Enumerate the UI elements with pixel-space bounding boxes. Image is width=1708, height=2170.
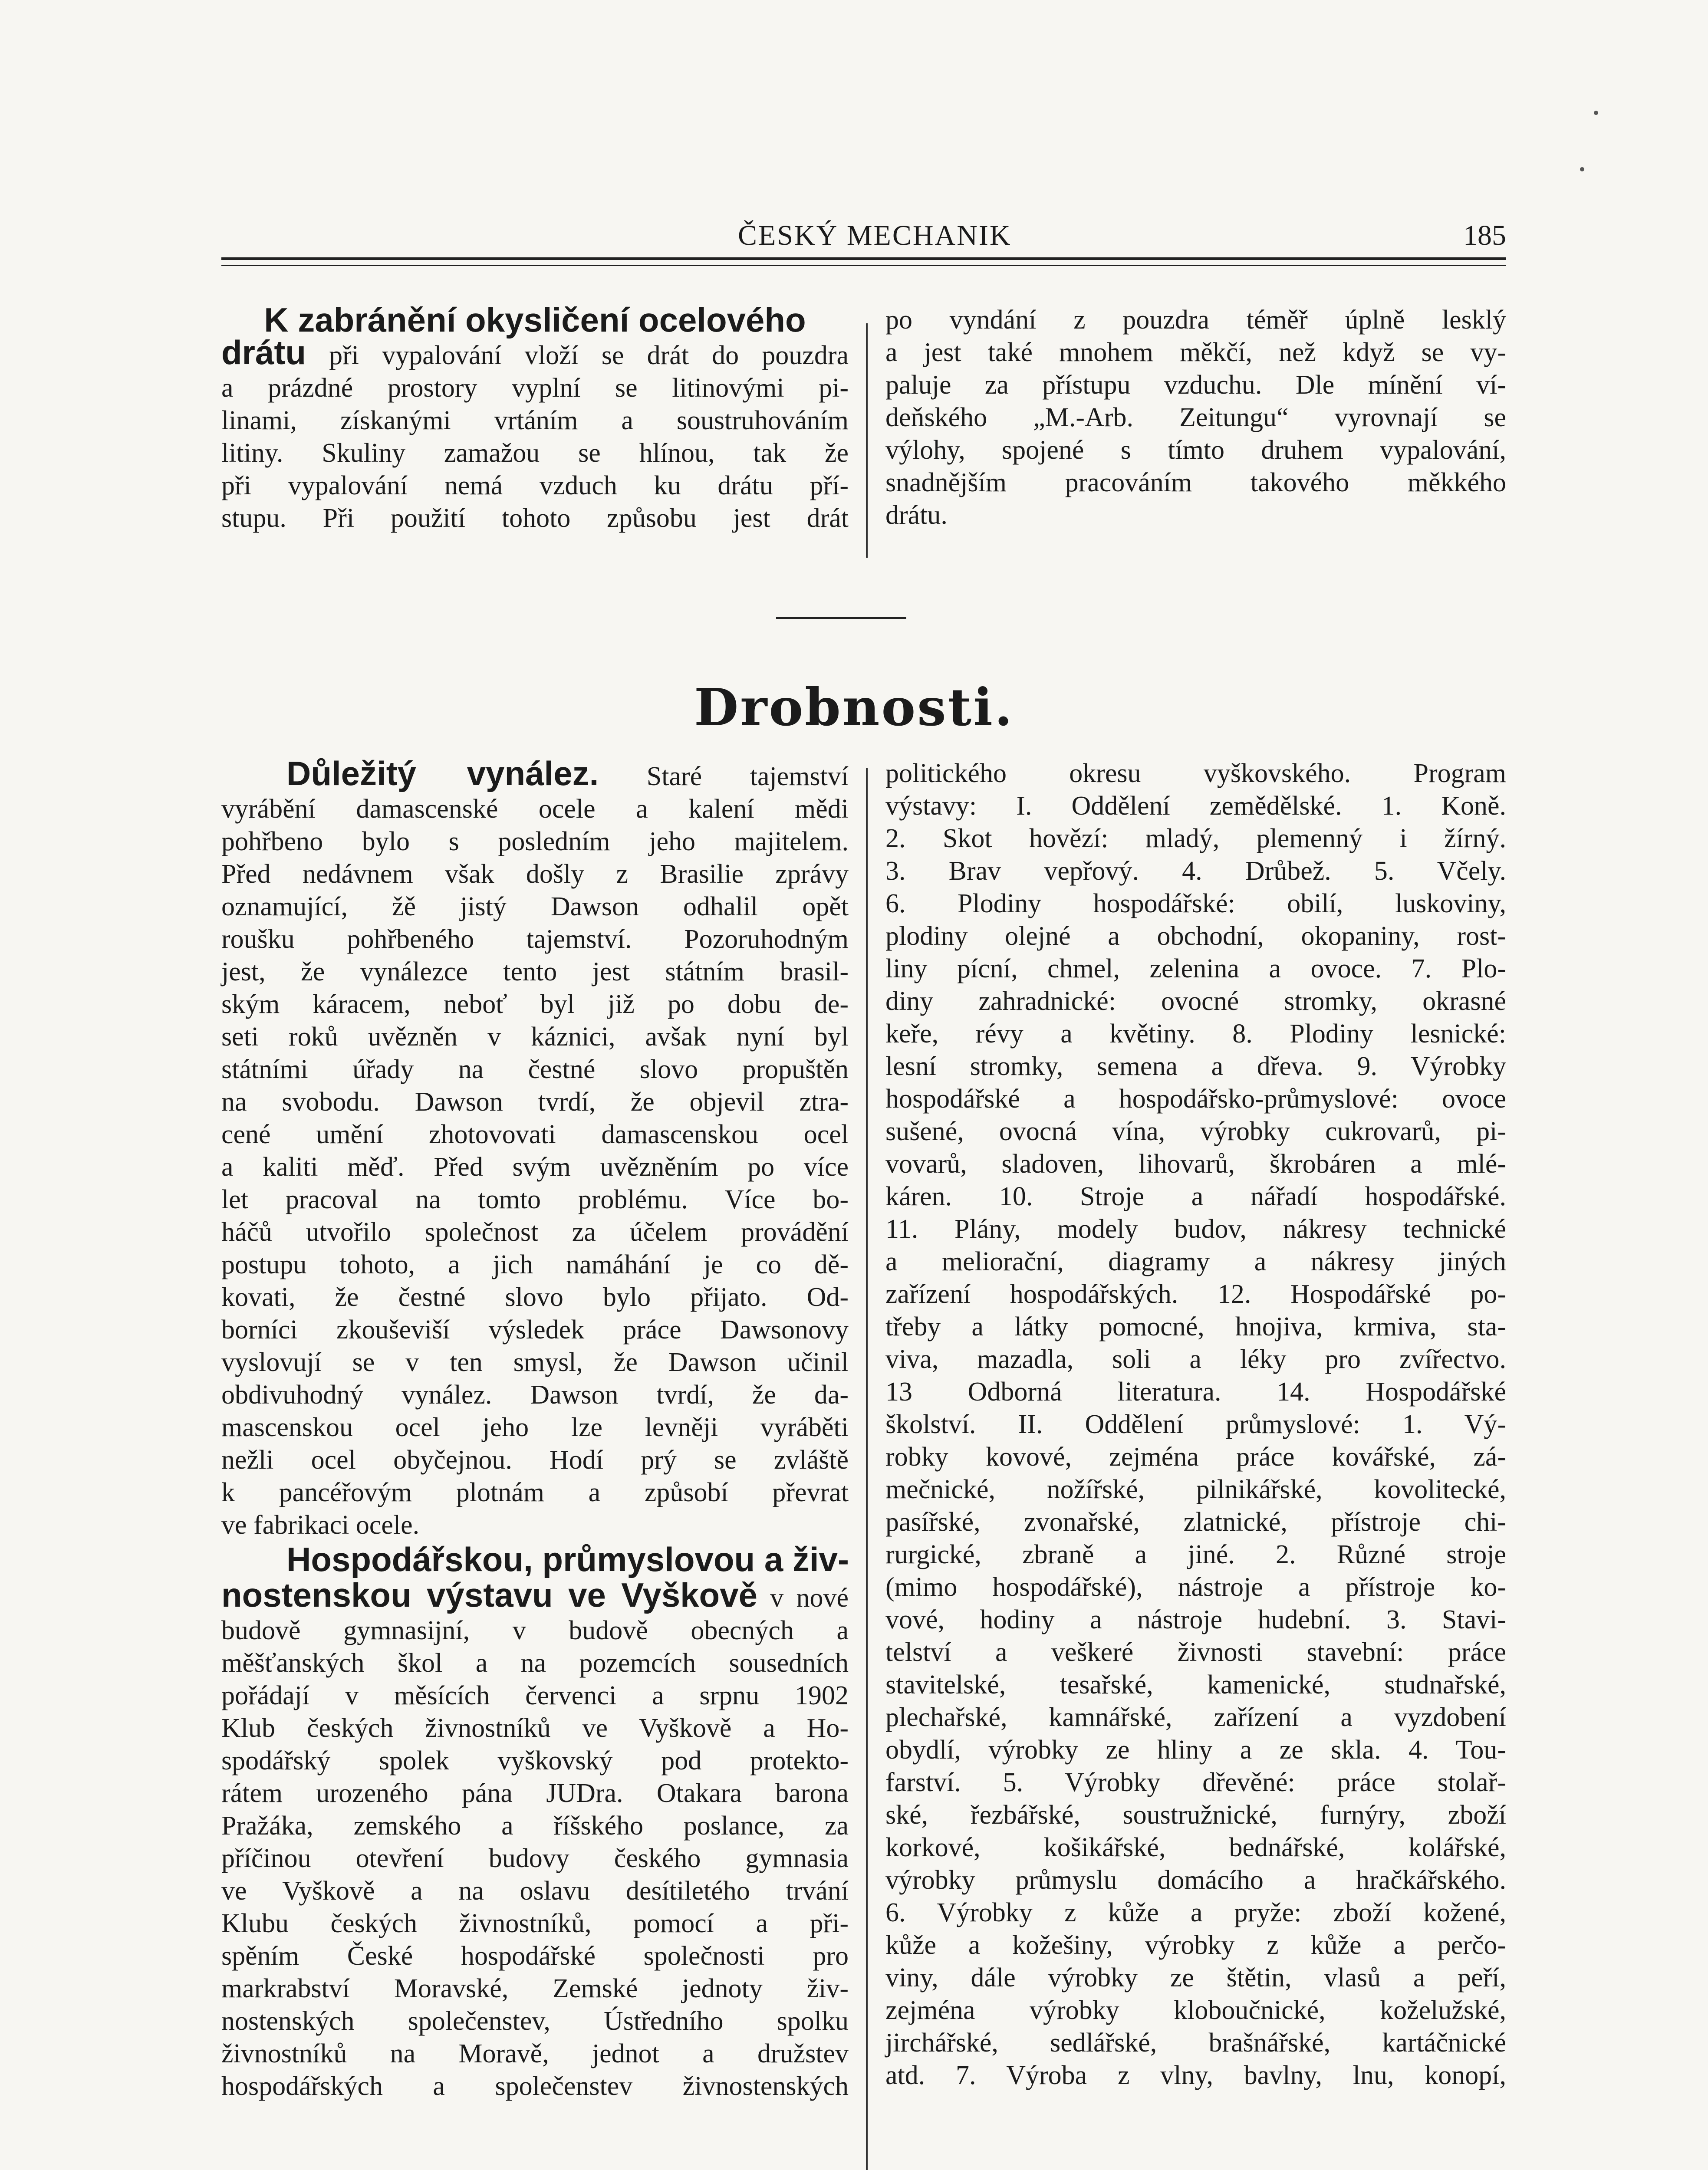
page-number: 185: [1463, 220, 1506, 251]
article2-line: Klub českých živnostníků ve Vyškově a Ho-: [221, 1713, 849, 1743]
article1-line: jest, že vynálezce tento jest státním brasil-: [221, 957, 849, 986]
header-rule-thin: [221, 265, 1506, 266]
top-article-left-line: a prázdné prostory vyplní se litinovými pi-: [221, 373, 849, 403]
article1-line: a kaliti měď. Před svým uvězněním po více: [221, 1152, 849, 1182]
section-separator-rule: [776, 617, 906, 619]
article1-first-line-text: Staré tajemství: [646, 762, 849, 791]
article2-heading-line1: Hospodářskou, průmyslovou a živ-: [286, 1540, 849, 1578]
section-title: Drobnosti.: [694, 677, 1014, 737]
article2-line: živnostníků na Moravě, jednot a družstev: [221, 2039, 849, 2068]
right-column-line: školství. II. Oddělení průmyslové: 1. Vý-: [885, 1410, 1506, 1439]
top-article-left-line: stupu. Při použití tohoto způsobu jest drát: [221, 503, 849, 533]
top-article-right-column: [885, 304, 1506, 532]
top-column-divider: [866, 323, 868, 558]
article2-line: Klubu českých živnostníků, pomocí a při-: [221, 1909, 849, 1938]
article1-line: obdivuhodný vynález. Dawson tvrdí, že da-: [221, 1380, 849, 1410]
right-column-line: ské, řezbářské, soustružnické, furnýry, zboží: [885, 1800, 1506, 1830]
right-column-line: 3. Brav vepřový. 4. Drůbež. 5. Včely.: [885, 856, 1506, 886]
article1-line: Před nedávnem však došly z Brasilie zprávy: [221, 859, 849, 889]
article1-line: háčů utvořilo společnost za účelem provádění: [221, 1217, 849, 1247]
article1-line: vyrábění damascenské ocele a kalení mědi: [221, 794, 849, 824]
top-article-left-line: litiny. Skuliny zamažou se hlínou, tak že: [221, 438, 849, 468]
top-article-right-line: po vyndání z pouzdra téměř úplně lesklý: [885, 305, 1506, 335]
running-title: ČESKÝ MECHANIK: [738, 220, 1012, 251]
top-article-left-line: linami, získanými vrtáním a soustruhováním: [221, 406, 849, 435]
right-column-line: vovarů, sladoven, lihovarů, škrobáren a mlé-: [885, 1149, 1506, 1179]
article1-line: oznamující, žě jistý Dawson odhalil opět: [221, 892, 849, 921]
article1-line: pohřbeno bylo s posledním jeho majitelem.: [221, 827, 849, 856]
article2-line: budově gymnasijní, v budově obecných a: [221, 1616, 849, 1645]
right-column-line: jirchářské, sedlářské, brašnářské, kartáčnické: [885, 2028, 1506, 2058]
right-column-line: mečnické, nožířské, pilnikářské, kovolitecké,: [885, 1475, 1506, 1504]
right-column-line: stavitelské, tesařské, kamenické, studnařské,: [885, 1670, 1506, 1700]
right-column-line: sušené, ovocná vína, výrobky cukrovarů, pi-: [885, 1117, 1506, 1146]
right-column-line: plodiny olejné a obchodní, okopaniny, rost-: [885, 921, 1506, 951]
top-article-heading-line2: drátu: [221, 333, 306, 372]
lower-left-column: [221, 754, 849, 2103]
right-column-line: plechařské, kamnářské, zařízení a vyzdobení: [885, 1703, 1506, 1732]
article1-line: k pancéřovým plotnám a způsobí převrat: [221, 1478, 849, 1507]
right-column-line: pasířské, zvonařské, zlatnické, přístroje chi-: [885, 1507, 1506, 1537]
right-column-line: viny, dále výrobky ze štětin, vlasů a peří,: [885, 1963, 1506, 1992]
article2-line: měšťanských škol a na pozemcích sousedních: [221, 1648, 849, 1678]
article2-first-line-text: v nové: [770, 1583, 849, 1613]
right-column-line: (mimo hospodářské), nástroje a přístroje ko-: [885, 1572, 1506, 1602]
right-column-line: farství. 5. Výrobky dřevěné: práce stolař-: [885, 1768, 1506, 1797]
right-column-line: hospodářské a hospodářsko-průmyslové: ovoce: [885, 1084, 1506, 1114]
right-column-line: výstavy: I. Oddělení zemědělské. 1. Koně.: [885, 791, 1506, 821]
article1-line: ským káracem, neboť byl již po dobu de-: [221, 990, 849, 1019]
print-speck: [1594, 111, 1598, 115]
print-speck: [1580, 167, 1584, 171]
article1-line: let pracoval na tomto problému. Více bo-: [221, 1185, 849, 1214]
article2-line: ve Vyškově a na oslavu desítiletého trvání: [221, 1876, 849, 1906]
right-column-line: rurgické, zbraně a jiné. 2. Různé stroje: [885, 1540, 1506, 1569]
right-column-line: vové, hodiny a nástroje hudební. 3. Stavi-: [885, 1605, 1506, 1634]
right-column-line: korkové, košikářské, bednářské, kolářské,: [885, 1833, 1506, 1862]
right-column-line: robky kovové, zejména práce kovářské, zá-: [885, 1442, 1506, 1472]
top-article-right-line: deňského „M.-Arb. Zeitungu“ vyrovnají se: [885, 403, 1506, 432]
article2-line: pořádají v měsících červenci a srpnu 1902: [221, 1681, 849, 1710]
article2-heading-line2: nostenskou výstavu ve Vyškově v nové: [221, 1576, 849, 1614]
article1-line: postupu tohoto, a jich namáhání je co dě-: [221, 1250, 849, 1279]
article1-first-line: [221, 754, 849, 793]
article1-line: na svobodu. Dawson tvrdí, že objevil ztra-: [221, 1087, 849, 1117]
right-column-line: 13 Odborná literatura. 14. Hospodářské: [885, 1377, 1506, 1407]
lower-column-divider: [866, 768, 868, 2170]
right-column-line: kůže a kožešiny, výrobky z kůže a perčo-: [885, 1930, 1506, 1960]
right-column-line: diny zahradnické: ovocné stromky, okrasné: [885, 986, 1506, 1016]
top-article-left-column: [221, 301, 849, 535]
top-article-heading-line1: K zabránění okysličení ocelového: [264, 301, 806, 339]
article1-line: státními úřady na čestné slovo propuštěn: [221, 1055, 849, 1084]
right-column-line: liny pícní, chmel, zelenina a ovoce. 7. Plo-: [885, 954, 1506, 983]
right-column-line: káren. 10. Stroje a nářadí hospodářské.: [885, 1182, 1506, 1211]
top-article-right-line: drátu.: [885, 500, 948, 530]
article1-line: vyslovují se v ten smysl, že Dawson učinil: [221, 1348, 849, 1377]
article2-line: spodářský spolek vyškovský pod protekto-: [221, 1746, 849, 1775]
right-column-line: keře, révy a květiny. 8. Plodiny lesnické:: [885, 1019, 1506, 1049]
right-column-line: 6. Plodiny hospodářské: obilí, luskoviny,: [885, 889, 1506, 918]
right-column-line: 6. Výrobky z kůže a pryže: zboží kožené,: [885, 1898, 1506, 1927]
article1-line: nežli ocel obyčejnou. Hodí prý se zvláště: [221, 1445, 849, 1475]
article1-line: ve fabrikaci ocele.: [221, 1510, 420, 1540]
article2-line: Pražáka, zemského a říšského poslance, za: [221, 1811, 849, 1841]
top-article-right-line: výlohy, spojené s tímto druhem vypalování,: [885, 435, 1506, 465]
top-article-left-line: při vypalování nemá vzduch ku drátu pří-: [221, 471, 849, 500]
article2-line: nostenských společenstev, Ústředního spolku: [221, 2006, 849, 2036]
article2-line: markrabství Moravské, Zemské jednoty živ-: [221, 1974, 849, 2003]
header-rule-thick: [221, 257, 1506, 260]
article1-heading: Důležitý vynález.: [286, 754, 599, 792]
top-article-first-line: [221, 333, 849, 372]
article1-line: roušku pohřbeného tajemství. Pozoruhodným: [221, 924, 849, 954]
article1-line: mascenskou ocel jeho lze levněji vyráběti: [221, 1413, 849, 1442]
top-article-right-line: a jest také mnohem měkčí, než když se vy-: [885, 338, 1506, 367]
right-column-line: výrobky průmyslu domácího a hračkářského.: [885, 1865, 1506, 1895]
top-article-right-line: snadnějším pracováním takového měkkého: [885, 468, 1506, 497]
right-column-line: 2. Skot hovězí: mladý, plemenný i žírný.: [885, 824, 1506, 853]
article1-line: kovati, že čestné slovo bylo přijato. Od-: [221, 1282, 849, 1312]
top-article-right-line: paluje za přístupu vzduchu. Dle mínění ví-: [885, 370, 1506, 400]
lower-right-column: [885, 757, 1506, 2092]
article2-line: spěním České hospodářské společnosti pro: [221, 1941, 849, 1971]
right-column-line: atd. 7. Výroba z vlny, bavlny, lnu, konopí,: [885, 2061, 1506, 2090]
article1-line: cené umění zhotovovati damascenskou ocel: [221, 1120, 849, 1149]
right-column-line: zařízení hospodářských. 12. Hospodářské po-: [885, 1279, 1506, 1309]
running-header: [221, 219, 1506, 254]
article2-line: rátem urozeného pána JUDra. Otakara barona: [221, 1779, 849, 1808]
article1-line: borníci zkouševiší výsledek práce Dawsonovy: [221, 1315, 849, 1345]
right-column-line: 11. Plány, modely budov, nákresy technické: [885, 1214, 1506, 1244]
article2-line: hospodářských a společenstev živnostenských: [221, 2071, 849, 2101]
article2-line: příčinou otevření budovy českého gymnasia: [221, 1844, 849, 1873]
top-article-first-line-text: při vypalování vloží se drát do pouzdra: [329, 341, 849, 370]
right-column-line: a meliorační, diagramy a nákresy jiných: [885, 1247, 1506, 1276]
right-column-line: obydlí, výrobky ze hliny a ze skla. 4. Tou-: [885, 1735, 1506, 1765]
right-column-line: telství a veškeré živnosti stavební: práce: [885, 1637, 1506, 1667]
article1-line: seti roků uvězněn v káznici, avšak nyní byl: [221, 1022, 849, 1052]
right-column-line: lesní stromky, semena a dřeva. 9. Výrobky: [885, 1052, 1506, 1081]
right-column-line: viva, mazadla, soli a léky pro zvířectvo.: [885, 1345, 1506, 1374]
right-column-line: zejména výrobky kloboučnické, koželužské,: [885, 1996, 1506, 2025]
right-column-line: politického okresu vyškovského. Program: [885, 759, 1506, 788]
right-column-line: třeby a látky pomocné, hnojiva, krmiva, sta-: [885, 1312, 1506, 1341]
